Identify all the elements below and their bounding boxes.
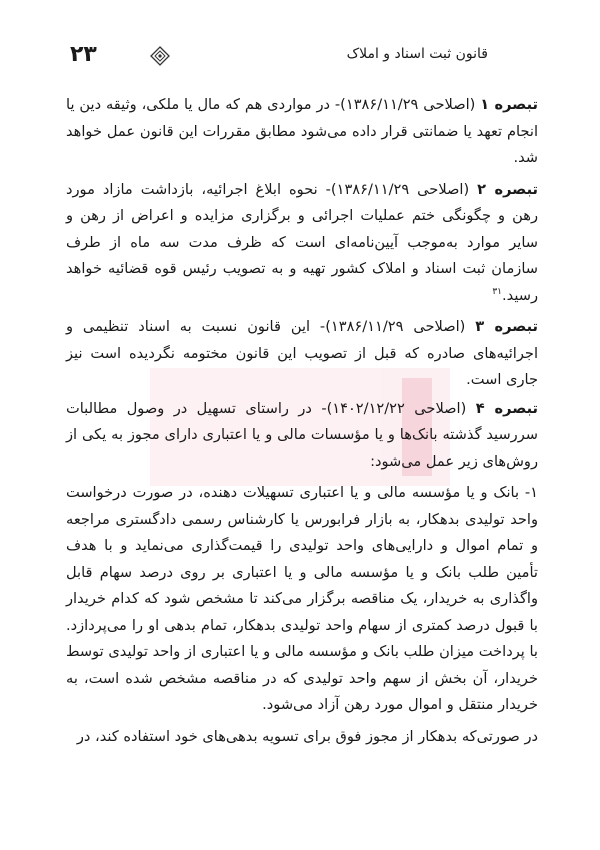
note-text: (اصلاحی ۱۳۸۶/۱۱/۲۹)- نحوه ابلاغ اجرائیه، بازداشت مازاد مورد رهن و چگونگی ختم عملیات اجرائی و برگزاری مزایده و اعراض از رهن و سایر موارد به‌موجب آیین‌نامه‌ای است که ظرف مدت سه ماه از طرف سازمان ثبت اسناد و املاک کشور تهیه و به تصویب رئیس قوه قضائیه خواهد رسید. <box>66 180 538 304</box>
diamond-ornament-icon <box>150 46 170 66</box>
footnote-ref: ۳۱ <box>492 286 503 297</box>
note-label: تبصره ۱ <box>480 96 539 113</box>
page-number: ۲۳ <box>70 42 97 67</box>
paragraph-note-1 <box>66 92 538 172</box>
paragraph-note-2 <box>66 177 538 310</box>
item-text: ۱- بانک و یا مؤسسه مالی و یا اعتباری تسهیلات دهنده، در صورت درخواست واحد تولیدی بدهکار، به بازار فرابورس یا کارشناس رسمی دادگستری مراجعه و تمام اموال و دارایی‌های واحد تولیدی را قیمت‌گذاری می‌نماید و با هدف تأمین طلب بانک و یا مؤسسه مالی و یا اعتباری بر روی درصد سهام قابل واگذاری به خریدار، یک مناقصه برگزار می‌کند تا مشخص شود که کدام خریدار با قبول درصد کمتری از سهام واحد تولیدی بدهکار، تمام بدهی او را می‌پردازد. با پرداخت میزان طلب بانک و مؤسسه مالی و یا اعتباری از واحد تولیدی توسط خریدار، آن بخش از سهم واحد تولیدی که در مناقصه مشخص شده است، به خریدار منتقل و اموال مورد رهن آزاد می‌شود. <box>66 484 538 713</box>
note-label: تبصره ۴ <box>475 399 539 417</box>
paragraph-continuation <box>66 724 538 751</box>
running-title: قانون ثبت اسناد و املاک <box>346 46 488 62</box>
note-text: (اصلاحی ۱۳۸۶/۱۱/۲۹)- این قانون نسبت به اسناد تنظیمی و اجرائیه‌های صادره که قبل از تصویب این قانون مختومه نگردیده است نیز جاری است. <box>66 318 538 388</box>
paragraph-note-4 <box>66 396 538 476</box>
note-text: (اصلاحی ۱۴۰۲/۱۲/۲۲)- در راستای تسهیل در وصول مطالبات سررسید گذشته بانک‌ها و یا مؤسسات مالی و یا اعتباری دارای مجوز به یکی از روش‌های زیر عمل می‌شود: <box>66 399 538 470</box>
paragraph-item-1 <box>66 480 538 719</box>
note-text: (اصلاحی ۱۳۸۶/۱۱/۲۹)- در مواردی هم که مال یا ملکی، وثیقه دین یا انجام تعهد یا ضمانتی قرار داده می‌شود مطابق مقررات این قانون عمل خواهد شد. <box>66 96 538 166</box>
note-label: تبصره ۳ <box>475 318 539 335</box>
paragraph-note-3 <box>66 314 538 394</box>
note-label: تبصره ۲ <box>477 180 539 198</box>
page-content <box>66 92 538 755</box>
page-header <box>0 44 600 68</box>
continuation-text: در صورتی‌که بدهکار از مجوز فوق برای تسویه بدهی‌های خود استفاده کند، در <box>76 727 538 745</box>
